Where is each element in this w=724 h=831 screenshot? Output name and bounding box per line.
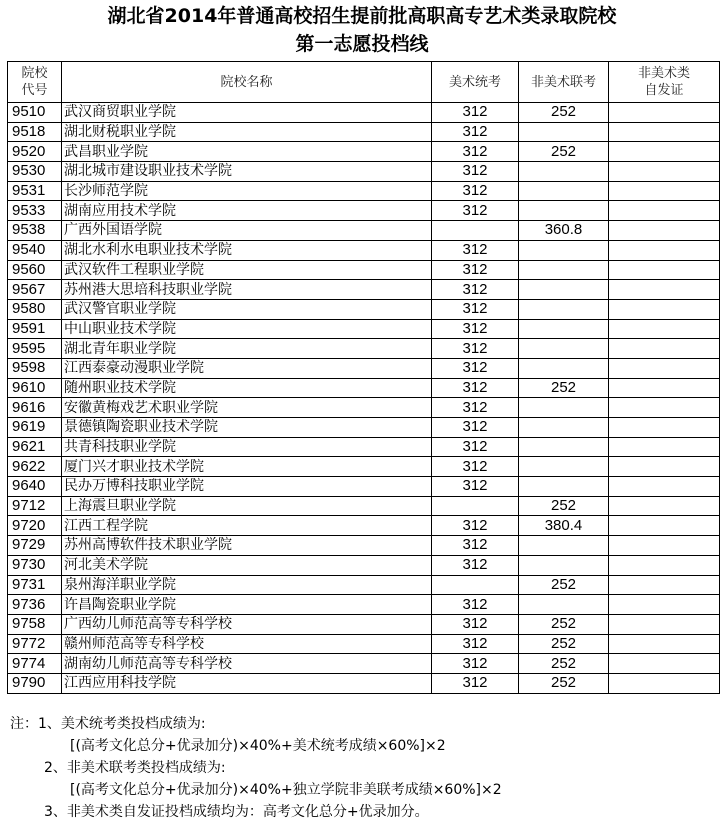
table-row xyxy=(8,378,720,398)
cell-name: 长沙师范学院 xyxy=(62,181,432,201)
cell-nonart-joint xyxy=(519,418,609,438)
cell-name: 景德镇陶瓷职业技术学院 xyxy=(62,418,432,438)
cell-code: 9560 xyxy=(8,260,62,280)
cell-name: 武汉警官职业学院 xyxy=(62,299,432,319)
table-row xyxy=(8,221,720,241)
cell-code: 9758 xyxy=(8,614,62,634)
cell-nonart-joint xyxy=(519,555,609,575)
cell-art-unified: 312 xyxy=(432,162,519,182)
cell-nonart-self xyxy=(609,437,720,457)
table-row xyxy=(8,260,720,280)
cell-art-unified: 312 xyxy=(432,536,519,556)
cell-art-unified: 312 xyxy=(432,122,519,142)
cell-nonart-joint xyxy=(519,437,609,457)
table-row xyxy=(8,595,720,615)
note-2: 2、非美术联考类投档成绩为: xyxy=(44,760,226,776)
cell-nonart-joint xyxy=(519,595,609,615)
cell-art-unified: 312 xyxy=(432,418,519,438)
cell-code: 9774 xyxy=(8,654,62,674)
cell-nonart-self xyxy=(609,103,720,123)
table-row xyxy=(8,496,720,516)
page-title: 湖北省2014年普通高校招生提前批高职高专艺术类录取院校 xyxy=(107,5,617,27)
table-row xyxy=(8,477,720,497)
cell-name: 泉州海洋职业学院 xyxy=(62,575,432,595)
cell-nonart-joint xyxy=(519,260,609,280)
cell-nonart-joint: 252 xyxy=(519,634,609,654)
cell-nonart-self xyxy=(609,319,720,339)
cell-code: 9712 xyxy=(8,496,62,516)
cell-nonart-self xyxy=(609,575,720,595)
cell-nonart-self xyxy=(609,496,720,516)
cell-name: 广西外国语学院 xyxy=(62,221,432,241)
cell-code: 9591 xyxy=(8,319,62,339)
cell-code: 9621 xyxy=(8,437,62,457)
cell-name: 武汉软件工程职业学院 xyxy=(62,260,432,280)
cell-nonart-joint xyxy=(519,181,609,201)
cell-art-unified: 312 xyxy=(432,142,519,162)
cell-code: 9533 xyxy=(8,201,62,221)
cell-nonart-self xyxy=(609,221,720,241)
header-name: 院校名称 xyxy=(62,62,432,103)
cell-art-unified: 312 xyxy=(432,103,519,123)
cell-nonart-joint: 252 xyxy=(519,142,609,162)
table-row xyxy=(8,673,720,693)
table-row xyxy=(8,358,720,378)
cell-nonart-joint: 252 xyxy=(519,614,609,634)
cell-name: 中山职业技术学院 xyxy=(62,319,432,339)
cell-name: 随州职业技术学院 xyxy=(62,378,432,398)
cell-name: 湖北水利水电职业技术学院 xyxy=(62,240,432,260)
cell-code: 9772 xyxy=(8,634,62,654)
cell-name: 苏州高博软件技术职业学院 xyxy=(62,536,432,556)
cell-nonart-joint xyxy=(519,201,609,221)
cell-nonart-self xyxy=(609,555,720,575)
cell-nonart-self xyxy=(609,418,720,438)
table-header-row xyxy=(8,62,720,103)
table-row xyxy=(8,634,720,654)
cell-art-unified: 312 xyxy=(432,378,519,398)
cell-name: 许昌陶瓷职业学院 xyxy=(62,595,432,615)
cell-nonart-joint: 252 xyxy=(519,496,609,516)
header-nonart-self: 非美术类 自发证 xyxy=(609,62,720,103)
cell-nonart-joint xyxy=(519,339,609,359)
cell-nonart-joint xyxy=(519,477,609,497)
cell-art-unified: 312 xyxy=(432,654,519,674)
cell-art-unified: 312 xyxy=(432,437,519,457)
table-row xyxy=(8,614,720,634)
page-subtitle: 第一志愿投档线 xyxy=(295,33,429,55)
cell-nonart-self xyxy=(609,378,720,398)
cell-name: 上海震旦职业学院 xyxy=(62,496,432,516)
cell-code: 9640 xyxy=(8,477,62,497)
cell-nonart-joint xyxy=(519,122,609,142)
cell-art-unified: 312 xyxy=(432,555,519,575)
cell-nonart-self xyxy=(609,595,720,615)
cell-art-unified: 312 xyxy=(432,240,519,260)
cell-nonart-self xyxy=(609,181,720,201)
table-row xyxy=(8,122,720,142)
cell-nonart-self xyxy=(609,634,720,654)
cell-nonart-self xyxy=(609,162,720,182)
cell-code: 9595 xyxy=(8,339,62,359)
cell-code: 9736 xyxy=(8,595,62,615)
cell-nonart-joint xyxy=(519,457,609,477)
cell-code: 9510 xyxy=(8,103,62,123)
cell-code: 9731 xyxy=(8,575,62,595)
table-row xyxy=(8,555,720,575)
cell-code: 9610 xyxy=(8,378,62,398)
note-1: 注：1、美术统考类投档成绩为: xyxy=(10,716,206,732)
cell-name: 共青科技职业学院 xyxy=(62,437,432,457)
cell-art-unified: 312 xyxy=(432,634,519,654)
cell-nonart-joint: 380.4 xyxy=(519,516,609,536)
cell-art-unified: 312 xyxy=(432,319,519,339)
cell-art-unified: 312 xyxy=(432,516,519,536)
cell-art-unified: 312 xyxy=(432,260,519,280)
cell-nonart-self xyxy=(609,457,720,477)
cell-art-unified: 312 xyxy=(432,181,519,201)
cell-art-unified: 312 xyxy=(432,477,519,497)
cell-nonart-self xyxy=(609,122,720,142)
note-3: 3、非美术类自发证投档成绩均为：高考文化总分+优录加分。 xyxy=(44,804,429,820)
cell-nonart-self xyxy=(609,240,720,260)
table-row xyxy=(8,162,720,182)
cell-art-unified: 312 xyxy=(432,339,519,359)
header-nonart-joint: 非美术联考 xyxy=(519,62,609,103)
cell-name: 湖北城市建设职业技术学院 xyxy=(62,162,432,182)
cell-code: 9619 xyxy=(8,418,62,438)
table-row xyxy=(8,457,720,477)
cell-code: 9720 xyxy=(8,516,62,536)
cell-nonart-joint: 252 xyxy=(519,378,609,398)
table-row xyxy=(8,437,720,457)
table-row xyxy=(8,398,720,418)
cell-code: 9616 xyxy=(8,398,62,418)
cell-nonart-self xyxy=(609,358,720,378)
table-row xyxy=(8,142,720,162)
table-row xyxy=(8,339,720,359)
table-row xyxy=(8,201,720,221)
cell-nonart-joint xyxy=(519,162,609,182)
cell-nonart-joint xyxy=(519,398,609,418)
cell-nonart-self xyxy=(609,673,720,693)
cell-code: 9531 xyxy=(8,181,62,201)
cell-art-unified: 312 xyxy=(432,398,519,418)
table-row xyxy=(8,418,720,438)
cell-name: 赣州师范高等专科学校 xyxy=(62,634,432,654)
cell-art-unified: 312 xyxy=(432,457,519,477)
cell-nonart-joint xyxy=(519,536,609,556)
note-2-formula: [(高考文化总分+优录加分)×40%+独立学院非美联考成绩×60%]×2 xyxy=(70,782,502,798)
note-1-formula: [(高考文化总分+优录加分)×40%+美术统考成绩×60%]×2 xyxy=(70,738,446,754)
cell-code: 9580 xyxy=(8,299,62,319)
cell-nonart-self xyxy=(609,280,720,300)
cell-nonart-joint: 252 xyxy=(519,673,609,693)
cell-nonart-self xyxy=(609,477,720,497)
cell-art-unified: 312 xyxy=(432,595,519,615)
cell-nonart-self xyxy=(609,299,720,319)
table-row xyxy=(8,181,720,201)
cell-name: 河北美术学院 xyxy=(62,555,432,575)
table-row xyxy=(8,516,720,536)
cell-nonart-joint xyxy=(519,280,609,300)
cell-nonart-self xyxy=(609,614,720,634)
table-row xyxy=(8,575,720,595)
cell-art-unified xyxy=(432,575,519,595)
cell-name: 武汉商贸职业学院 xyxy=(62,103,432,123)
cell-name: 广西幼儿师范高等专科学校 xyxy=(62,614,432,634)
cell-code: 9622 xyxy=(8,457,62,477)
notes-section xyxy=(10,713,502,823)
table-row xyxy=(8,299,720,319)
cell-nonart-self xyxy=(609,536,720,556)
cell-name: 厦门兴才职业技术学院 xyxy=(62,457,432,477)
cell-name: 民办万博科技职业学院 xyxy=(62,477,432,497)
cell-code: 9730 xyxy=(8,555,62,575)
cell-code: 9729 xyxy=(8,536,62,556)
table-row xyxy=(8,240,720,260)
table-row xyxy=(8,536,720,556)
cell-nonart-self xyxy=(609,398,720,418)
cell-name: 江西应用科技学院 xyxy=(62,673,432,693)
cell-code: 9530 xyxy=(8,162,62,182)
cell-art-unified: 312 xyxy=(432,358,519,378)
table-row xyxy=(8,319,720,339)
cell-art-unified: 312 xyxy=(432,614,519,634)
cell-nonart-self xyxy=(609,142,720,162)
cell-art-unified: 312 xyxy=(432,280,519,300)
cell-code: 9790 xyxy=(8,673,62,693)
cell-art-unified: 312 xyxy=(432,673,519,693)
cell-name: 江西泰豪动漫职业学院 xyxy=(62,358,432,378)
cell-art-unified xyxy=(432,221,519,241)
cell-art-unified: 312 xyxy=(432,201,519,221)
cell-nonart-self xyxy=(609,201,720,221)
cell-name: 湖南幼儿师范高等专科学校 xyxy=(62,654,432,674)
cell-code: 9598 xyxy=(8,358,62,378)
cell-name: 湖南应用技术学院 xyxy=(62,201,432,221)
cell-nonart-self xyxy=(609,339,720,359)
cell-nonart-joint xyxy=(519,299,609,319)
header-code: 院校 代号 xyxy=(8,62,62,103)
admission-score-table xyxy=(7,61,720,694)
cell-nonart-self xyxy=(609,654,720,674)
cell-nonart-joint: 360.8 xyxy=(519,221,609,241)
cell-name: 安徽黄梅戏艺术职业学院 xyxy=(62,398,432,418)
cell-name: 江西工程学院 xyxy=(62,516,432,536)
cell-nonart-joint xyxy=(519,319,609,339)
cell-name: 武昌职业学院 xyxy=(62,142,432,162)
cell-code: 9540 xyxy=(8,240,62,260)
cell-art-unified xyxy=(432,496,519,516)
cell-name: 湖北财税职业学院 xyxy=(62,122,432,142)
cell-name: 湖北青年职业学院 xyxy=(62,339,432,359)
cell-nonart-self xyxy=(609,516,720,536)
table-row xyxy=(8,280,720,300)
cell-nonart-joint: 252 xyxy=(519,103,609,123)
cell-code: 9538 xyxy=(8,221,62,241)
cell-code: 9518 xyxy=(8,122,62,142)
cell-nonart-joint xyxy=(519,240,609,260)
header-art-unified: 美术统考 xyxy=(432,62,519,103)
cell-nonart-self xyxy=(609,260,720,280)
cell-name: 苏州港大思培科技职业学院 xyxy=(62,280,432,300)
cell-code: 9567 xyxy=(8,280,62,300)
cell-nonart-joint: 252 xyxy=(519,575,609,595)
cell-nonart-joint: 252 xyxy=(519,654,609,674)
cell-nonart-joint xyxy=(519,358,609,378)
cell-art-unified: 312 xyxy=(432,299,519,319)
table-row xyxy=(8,103,720,123)
table-row xyxy=(8,654,720,674)
cell-code: 9520 xyxy=(8,142,62,162)
